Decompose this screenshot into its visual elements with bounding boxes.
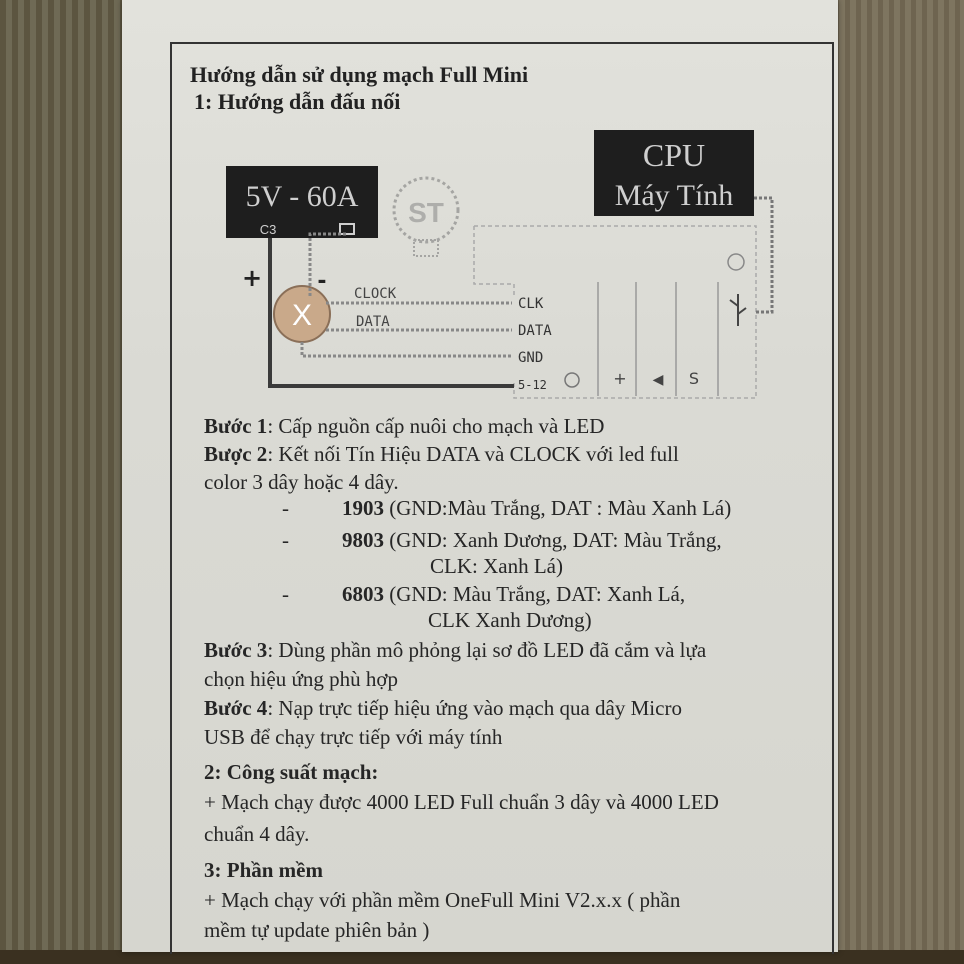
section-heading-wiring: 1: Hướng dẫn đấu nối: [194, 89, 401, 114]
board-icon-s: S: [688, 369, 700, 388]
plus-sign: +: [241, 264, 263, 292]
psu-label: 5V - 60A: [245, 180, 359, 213]
chip-6803-continued: CLK Xanh Dương): [428, 608, 592, 632]
step-1-label: Bước 1: [204, 414, 268, 438]
cpu-label-line1: CPU: [642, 137, 706, 173]
section-heading-power: 2: Công suất mạch:: [204, 760, 379, 784]
wire-negative: [310, 234, 346, 296]
psu-terminals: C3: [259, 222, 277, 237]
chip-6803-dash: -: [282, 582, 289, 606]
pin-gnd: GND: [518, 350, 544, 366]
board-icon-plus: +: [613, 369, 627, 388]
chip-6803-model: 6803: [342, 582, 384, 606]
step-2: [204, 442, 679, 467]
chip-9803-model: 9803: [342, 528, 384, 552]
chip-9803-continued: CLK: Xanh Lá): [430, 554, 563, 578]
step-3-text: : Dùng phần mô phỏng lại sơ đồ LED đã cắm và lựa: [267, 638, 707, 662]
step-4-text: : Nạp trực tiếp hiệu ứng vào mạch qua dây Micro: [267, 696, 682, 720]
minus-sign: -: [317, 269, 327, 294]
wire-gnd: [302, 342, 512, 356]
software-text: + Mạch chạy với phần mềm OneFull Mini V2.x.x ( phần: [204, 888, 681, 912]
pin-power: 5-12: [518, 378, 547, 392]
chip-9803-dash: -: [282, 528, 289, 552]
power-text: + Mạch chạy được 4000 LED Full chuẩn 3 dây và 4000 LED: [204, 790, 719, 814]
step-2-continued: [204, 470, 399, 495]
step-2-text: : Kết nối Tín Hiệu DATA và CLOCK với led full: [267, 442, 679, 466]
wire-clock-label: CLOCK: [354, 286, 397, 302]
chip-9803-text: (GND: Xanh Dương, DAT: Màu Trắng,: [384, 528, 722, 552]
usb-icon: [730, 294, 746, 326]
step-3-continued: chọn hiệu ứng phù hợp: [204, 667, 398, 691]
wire-data-label: DATA: [356, 314, 390, 330]
pin-data: DATA: [518, 323, 552, 339]
power-text-continued: chuẩn 4 dây.: [204, 822, 310, 846]
software-text-continued: mềm tự update phiên bản ): [204, 918, 430, 942]
board-icon-arrow: ◀: [652, 372, 664, 388]
step-2-continued-text: color 3 dây hoặc 4 dây.: [204, 470, 399, 494]
chip-1903-model: 1903: [342, 496, 384, 520]
step-4: [204, 696, 682, 721]
chip-9803: [282, 528, 722, 553]
step-4-continued: USB để chạy trực tiếp với máy tính: [204, 725, 503, 749]
section-heading-software: 3: Phần mềm: [204, 858, 323, 882]
pin-clk: CLK: [518, 296, 544, 312]
chip-6803-text: (GND: Màu Trắng, DAT: Xanh Lá,: [384, 582, 686, 606]
logo-text: ST: [408, 197, 444, 228]
step-1-text: : Cấp nguồn cấp nuôi cho mạch và LED: [267, 414, 605, 438]
wiring-diagram: [0, 0, 964, 410]
step-1: [204, 414, 604, 439]
step-2-label: Bược 2: [204, 442, 268, 466]
step-3-label: Bước 3: [204, 638, 268, 662]
logo-bulb: [394, 178, 458, 256]
document-title: Hướng dẫn sử dụng mạch Full Mini: [190, 62, 529, 87]
cpu-label-line2: Máy Tính: [614, 179, 734, 212]
chip-1903-text: (GND:Màu Trắng, DAT : Màu Xanh Lá): [384, 496, 732, 520]
chip-1903: [282, 496, 731, 521]
chip-6803: [282, 582, 685, 607]
connector-mark: X: [291, 299, 313, 332]
step-3: [204, 638, 706, 663]
step-4-label: Bước 4: [204, 696, 268, 720]
chip-1903-dash: -: [282, 496, 289, 520]
